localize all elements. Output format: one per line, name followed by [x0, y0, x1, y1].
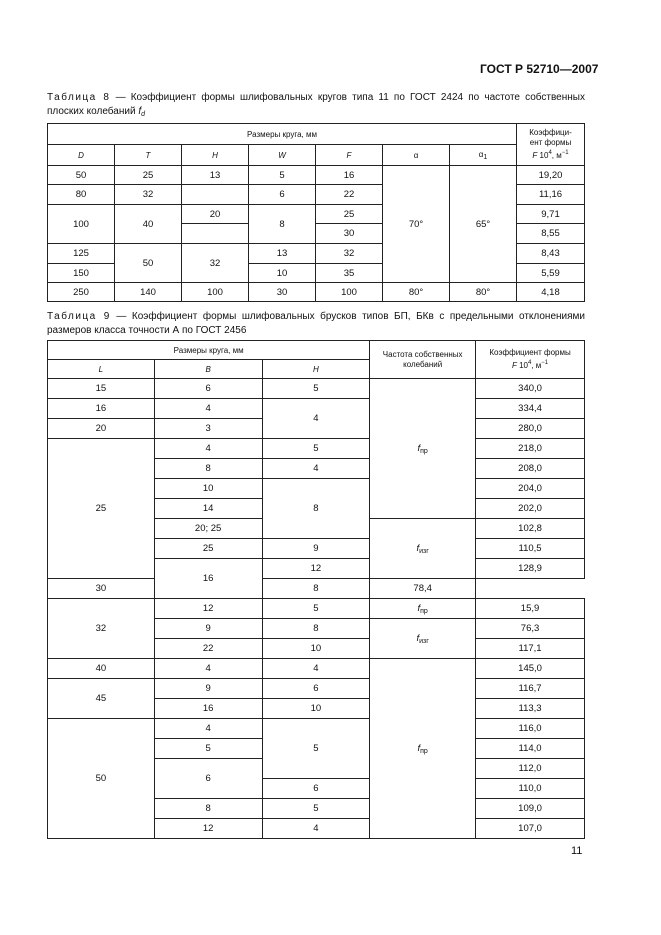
table-cell: 208,0 [476, 459, 585, 479]
table-cell: 204,0 [476, 479, 585, 499]
table-cell: 76,3 [476, 619, 585, 639]
table-cell: 15 [48, 379, 155, 399]
table-cell: 8,43 [517, 244, 585, 264]
table-cell: 334,4 [476, 399, 585, 419]
table9-col-L: L [48, 360, 155, 379]
table8-sizes-header: Размеры круга, мм [48, 124, 517, 145]
table-cell: 32 [182, 244, 249, 283]
table8-col-F: F [316, 145, 383, 166]
table-cell: 116,0 [476, 719, 585, 739]
table9-caption-text: — Коэффициент формы шлифовальных брусков типов БП, БКв с предельными отклонениями размеров класса точности А по ГОСТ 2456 [47, 311, 585, 336]
table-row [48, 659, 585, 679]
table-cell: 10 [262, 699, 370, 719]
table-cell: 4,18 [517, 283, 585, 302]
table-cell: 250 [48, 283, 115, 302]
table-cell: 30 [249, 283, 316, 302]
table-cell: 32 [115, 185, 182, 205]
table9-col-H: H [262, 360, 370, 379]
table-cell: 5 [154, 739, 262, 759]
table-row [48, 166, 585, 185]
table-cell: 16 [154, 559, 262, 599]
table-cell: 114,0 [476, 739, 585, 759]
table-cell: 32 [316, 244, 383, 264]
table-cell: 100 [182, 283, 249, 302]
table-cell: 4 [262, 819, 370, 839]
table-cell: 6 [262, 779, 370, 799]
table-cell: 50 [48, 166, 115, 185]
table-cell: 80 [48, 185, 115, 205]
table-cell: 4 [154, 719, 262, 739]
table-cell: 25 [316, 205, 383, 224]
table-cell: 25 [154, 539, 262, 559]
table-cell: 35 [316, 264, 383, 283]
table-cell: 10 [154, 479, 262, 499]
table-cell: 80° [450, 283, 517, 302]
table-cell: 78,4 [370, 579, 476, 599]
table-cell: 4 [262, 459, 370, 479]
table-cell: 8 [262, 619, 370, 639]
table-cell [182, 185, 249, 205]
table-cell: 16 [154, 699, 262, 719]
table-cell: $f_{изг}$ [370, 519, 476, 579]
table-cell: 8 [154, 799, 262, 819]
table-cell: 16 [316, 166, 383, 185]
table-cell: 32 [48, 599, 155, 659]
table-cell: 4 [262, 659, 370, 679]
table9 [47, 340, 585, 839]
table-cell: 4 [154, 399, 262, 419]
page-number: 11 [571, 845, 583, 857]
table8-caption-symbol-sub: d [141, 111, 145, 118]
table-row [48, 719, 585, 739]
table-cell: 4 [154, 439, 262, 459]
table-cell: 40 [115, 205, 182, 244]
table-row [48, 283, 585, 302]
table-cell: 110,5 [476, 539, 585, 559]
table9-label: Таблица 9 [47, 311, 111, 322]
table-cell: 5 [262, 439, 370, 459]
table9-caption [47, 310, 585, 338]
table-cell: 8,55 [517, 224, 585, 244]
table-cell: 10 [262, 639, 370, 659]
table-cell: 12 [154, 819, 262, 839]
table-cell: 110,0 [476, 779, 585, 799]
table-cell: 145,0 [476, 659, 585, 679]
table-cell: 30 [316, 224, 383, 244]
table-cell: 100 [316, 283, 383, 302]
table-cell: 13 [249, 244, 316, 264]
table-row [48, 379, 585, 399]
table-cell: 102,8 [476, 519, 585, 539]
table8-col-D: D [48, 145, 115, 166]
table8 [47, 123, 585, 302]
table-cell: $f_{изг}$ [370, 619, 476, 659]
table-cell: 5 [262, 379, 370, 399]
table-cell: $f_{пр}$ [370, 659, 476, 839]
table8-col-alpha: α [383, 145, 450, 166]
table-cell: 11,16 [517, 185, 585, 205]
table9-freq-header: Частота собственных колебаний [370, 341, 476, 379]
table-cell: 50 [48, 719, 155, 839]
table-cell: 65° [450, 166, 517, 283]
table8-col-W: W [249, 145, 316, 166]
table-cell: 117,1 [476, 639, 585, 659]
table-cell: 150 [48, 264, 115, 283]
table-cell: 6 [262, 679, 370, 699]
table-row [48, 439, 585, 459]
table-cell: 8 [262, 479, 370, 539]
table-cell: 8 [262, 579, 370, 599]
table-cell: $f_{пр}$ [370, 379, 476, 519]
table-row [48, 599, 585, 619]
table-cell [182, 224, 249, 244]
table-cell: 202,0 [476, 499, 585, 519]
table-cell: 14 [154, 499, 262, 519]
table-cell: 20; 25 [154, 519, 262, 539]
table-cell: 40 [48, 659, 155, 679]
table-cell: 80° [383, 283, 450, 302]
table9-coef-header: Коэффициент формы F $10^4$, $м^{-1}$ [476, 341, 585, 379]
table-cell: 13 [182, 166, 249, 185]
table-cell: 25 [48, 439, 155, 579]
table-cell: 107,0 [476, 819, 585, 839]
table-cell: 5 [262, 599, 370, 619]
table-cell: 22 [316, 185, 383, 205]
table-cell: 6 [249, 185, 316, 205]
table-cell: 30 [48, 579, 155, 599]
table-cell: 280,0 [476, 419, 585, 439]
table-cell: 12 [154, 599, 262, 619]
table8-col-alpha1: α1 [450, 145, 517, 166]
table-cell: 19,20 [517, 166, 585, 185]
document-number: ГОСТ Р 52710—2007 [480, 62, 599, 76]
table-cell: 8 [249, 205, 316, 244]
table-row [48, 399, 585, 419]
table-cell: 112,0 [476, 759, 585, 779]
table-cell: 9 [262, 539, 370, 559]
table8-coef-header: Коэффици- ент формы F $10^4$, $м^{-1}$ [517, 124, 585, 166]
table-cell: 5,59 [517, 264, 585, 283]
table8-caption-text: — Коэффициент формы шлифовальных кругов типа 11 по ГОСТ 2424 по частоте собственных плоских колебаний [47, 92, 585, 117]
table-cell: 100 [48, 205, 115, 244]
table-cell: 109,0 [476, 799, 585, 819]
table-cell: 113,3 [476, 699, 585, 719]
table8-caption-symbol: f [138, 106, 142, 117]
table-cell: 70° [383, 166, 450, 283]
table-cell: 116,7 [476, 679, 585, 699]
table9-col-B: B [154, 360, 262, 379]
table-row [48, 679, 585, 699]
table-cell: 20 [48, 419, 155, 439]
table-cell: 9 [154, 619, 262, 639]
table8-col-H: H [182, 145, 249, 166]
table-cell: 20 [182, 205, 249, 224]
table8-caption [47, 91, 585, 122]
table-row [48, 579, 585, 599]
table-cell: 4 [154, 659, 262, 679]
table-cell: 45 [48, 679, 155, 719]
table-cell: 50 [115, 244, 182, 283]
table-cell: 5 [262, 719, 370, 779]
table-cell: 6 [154, 759, 262, 799]
table8-label: Таблица 8 [47, 92, 111, 103]
table-cell: 9,71 [517, 205, 585, 224]
table-cell: 10 [249, 264, 316, 283]
table-cell: 218,0 [476, 439, 585, 459]
table-cell: 9 [154, 679, 262, 699]
table-cell: 12 [262, 559, 370, 579]
table-cell: 6 [154, 379, 262, 399]
table-cell: 16 [48, 399, 155, 419]
table-cell: 140 [115, 283, 182, 302]
table-cell: 3 [154, 419, 262, 439]
table-cell: 128,9 [476, 559, 585, 579]
table-cell: 5 [249, 166, 316, 185]
table-cell: 22 [154, 639, 262, 659]
table-cell: 25 [115, 166, 182, 185]
table-cell: 15,9 [476, 599, 585, 619]
table-cell: $f_{пр}$ [370, 599, 476, 619]
table-cell: 125 [48, 244, 115, 264]
table-cell: 8 [154, 459, 262, 479]
table8-col-T: T [115, 145, 182, 166]
table-cell: 5 [262, 799, 370, 819]
table-cell: 340,0 [476, 379, 585, 399]
table-cell: 4 [262, 399, 370, 439]
table9-sizes-header: Размеры круга, мм [48, 341, 370, 360]
